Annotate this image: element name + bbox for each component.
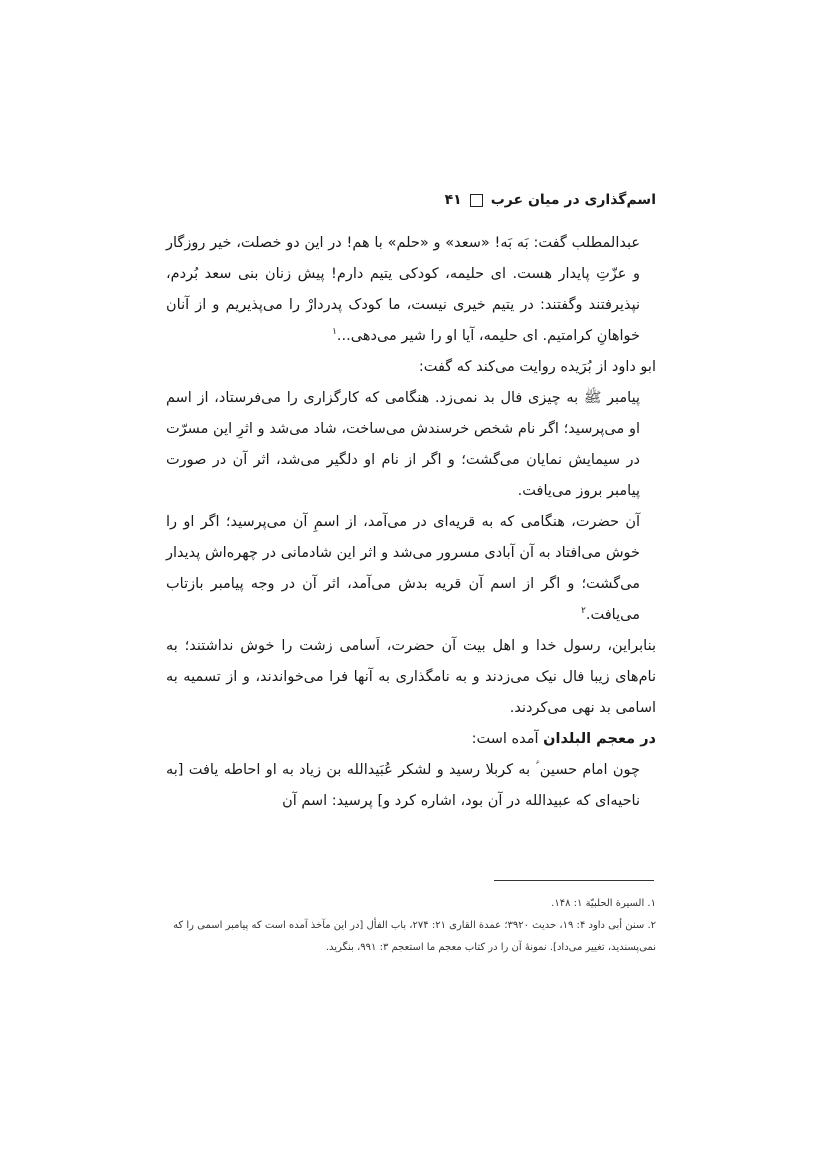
page-number: ۴۱ — [444, 192, 462, 208]
paragraph-1 — [166, 228, 656, 352]
paragraph-3: پیامبر ﷺ به چیزی فال بد نمی‌زد. هنگامی که کارگزاری را می‌فرستاد، از اسم او می‌پرسید؛ اگر نام شخص خرسندش می‌ساخت، شاد می‌شد و اثرِ این مسرّت در سیمایش نمایان می‌گشت؛ و اگر از نام او دلگیر می‌شد، اثر آن در صورت پیامبر بروز می‌یافت. — [166, 390, 640, 499]
footnote-1: ۱. السیرة الحلبیّة ۱: ۱۴۸. — [551, 898, 656, 909]
paragraph-7: چون امام حسین ؑ به کربلا رسید و لشکر عُبَیدالله بن زیاد به او احاطه یافت [به ناحیه‌ای که عبیدالله در آن بود، اشاره کرد و] پرسید: اسم آن — [166, 762, 640, 809]
footnotes — [166, 893, 656, 959]
running-head — [445, 192, 656, 208]
footnote-2: ۲. سنن أبی داود ۴: ۱۹، حدیث ۳۹۲۰؛ عمدة القاری ۲۱: ۲۷۴، باب الفأل [در این مآخذ آمده است که پیامبر اسمی را که نمی‌پسندید، تغییر می‌داد]. نمونهٔ آن را در کتاب معجم ما استعجم ۳: ۹۹۱، بنگرید. — [173, 920, 656, 953]
footnote-mark-2: ۲ — [581, 606, 586, 617]
source-title: در معجم البلدان — [543, 731, 656, 747]
square-ornament-icon — [470, 194, 483, 207]
paragraph-6 — [166, 724, 656, 755]
footnote-mark-1: ۱ — [332, 327, 337, 338]
paragraph-6-text: آمده است: — [471, 731, 539, 747]
chapter-title: اسم‌گذاری در میان عرب — [490, 192, 656, 208]
footnote-divider — [494, 880, 654, 881]
main-text — [166, 228, 656, 817]
paragraph-2: ابو داود از بُرَیده روایت می‌کند که گفت: — [418, 359, 656, 375]
paragraph-1-text: عبدالمطلب گفت: بَه بَه! «سعد» و «حلم» با هم! در این دو خصلت، خیر روزگار و عزّتِ پایدار هست. ای حلیمه، کودکی یتیم دارم! پیش زنان بنی سعد بُردم، نپذیرفتند وگفتند: در یتیم خیری نیست، ما کودک پدردارْ را می‌پذیریم و از آنان خواهانِ کرامتیم. ای حلیمه، آیا او را شیر می‌دهی... — [166, 235, 640, 344]
paragraph-4 — [166, 507, 656, 631]
paragraph-5: بنابراین، رسول خدا و اهل بیت آن حضرت، اَسامی زشت را خوش نداشتند؛ به نام‌های زیبا فال نیک می‌زدند و به نامگذاری به آنها فرا می‌خواندند، و از تسمیه به اسامی بد نهی می‌کردند. — [166, 638, 656, 716]
paragraph-4-text: آن حضرت، هنگامی که به قریه‌ای در می‌آمد، از اسمِ آن می‌پرسید؛ اگر او را خوش می‌افتاد به آن آبادی مسرور می‌شد و اثر این شادمانی در چهره‌اش پدیدار می‌گشت؛ و اگر از اسم آن قریه بدش می‌آمد، اثر آن در وجه پیامبر بازتاب می‌یافت. — [166, 514, 640, 623]
